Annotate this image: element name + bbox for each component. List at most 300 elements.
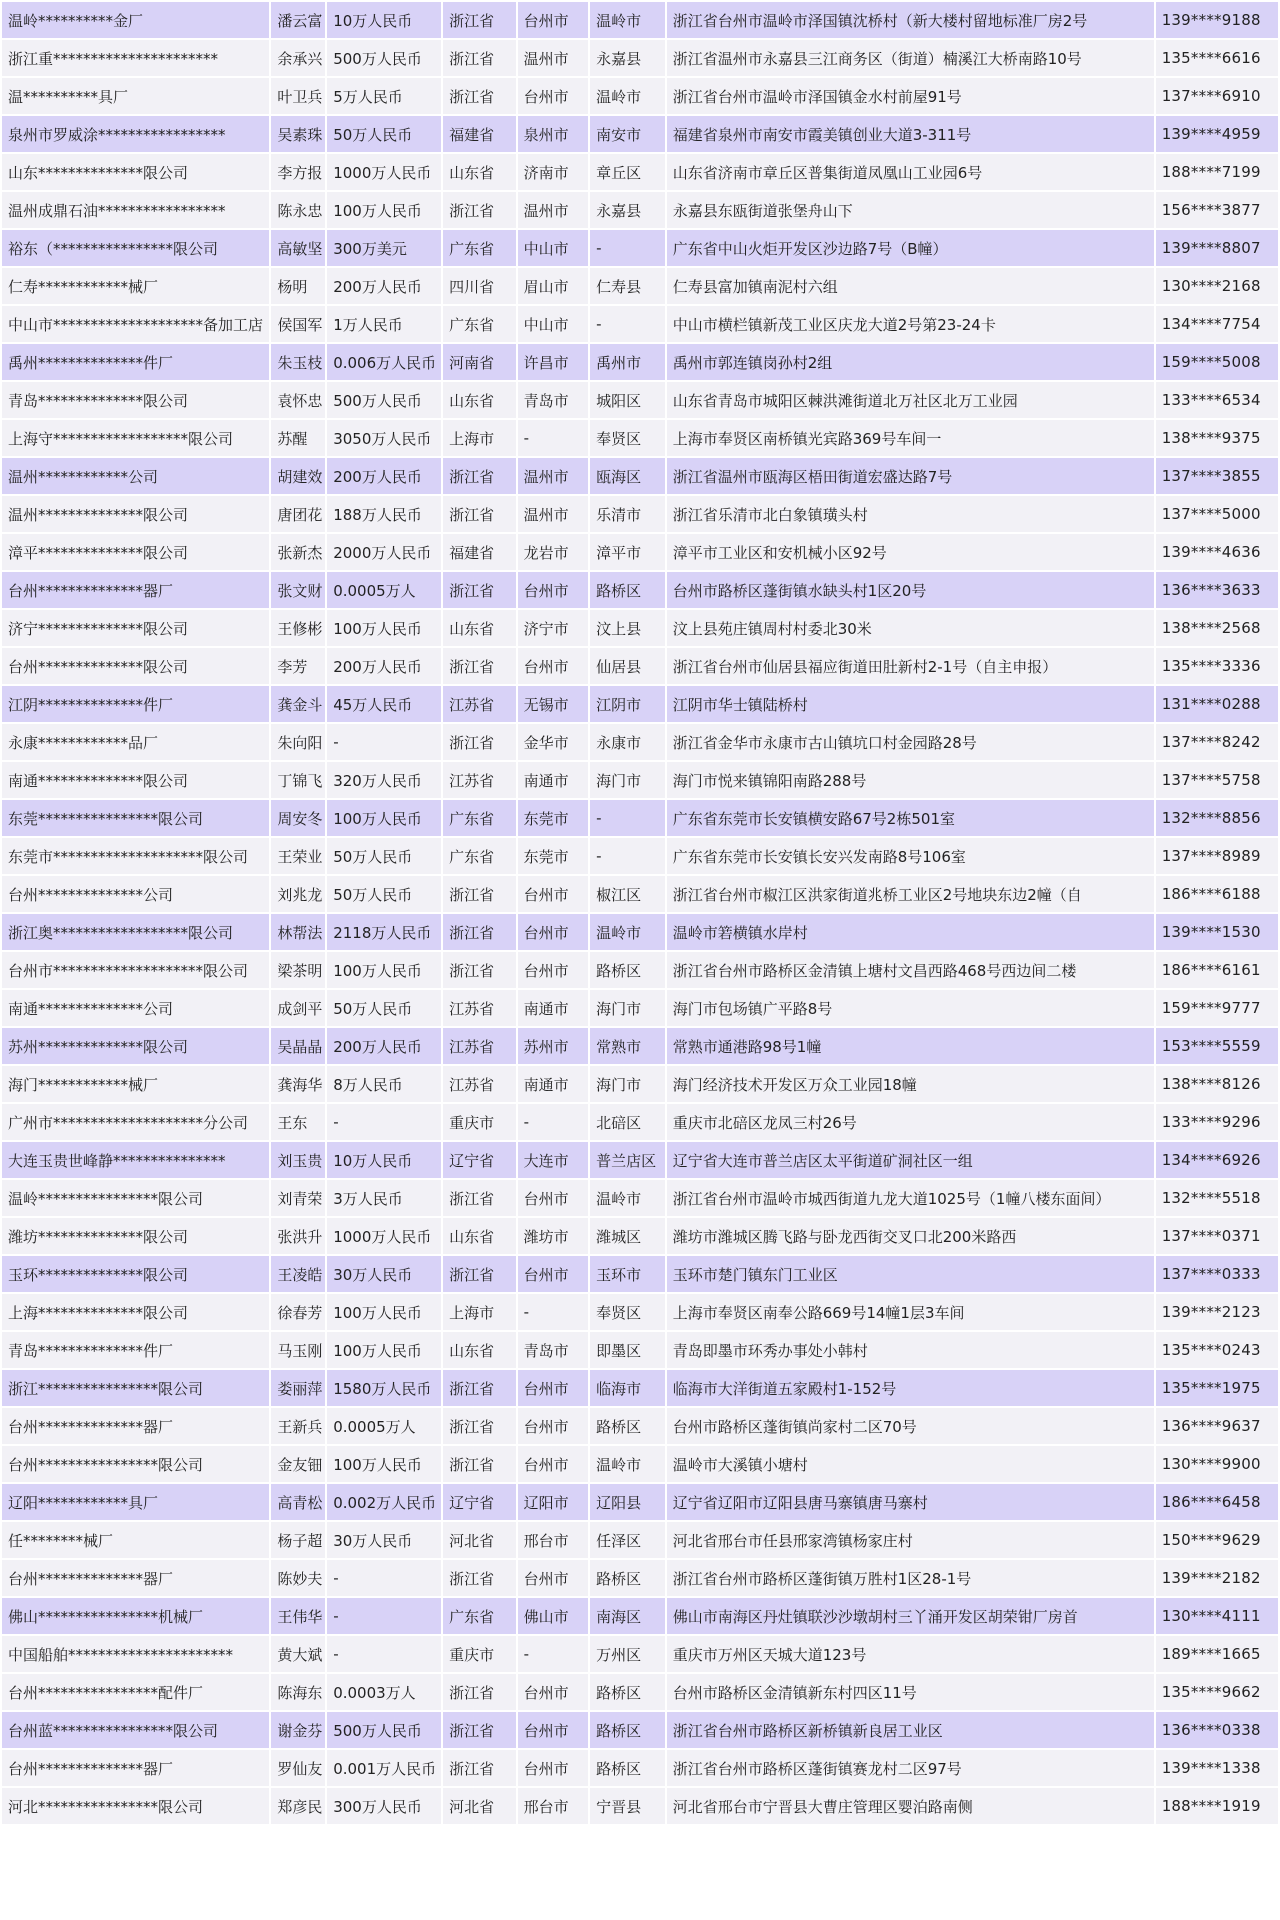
company-name-cell: 任********械厂 <box>2 1522 269 1558</box>
table-row <box>2 192 1278 228</box>
phone-cell: 139****9188 <box>1156 2 1278 38</box>
company-name-cell: 漳平**************限公司 <box>2 534 269 570</box>
company-name-cell: 东莞市********************限公司 <box>2 838 269 874</box>
legal-person-cell: 袁怀忠 <box>271 382 325 418</box>
address-cell: 青岛即墨市环秀办事处小韩村 <box>667 1332 1154 1368</box>
address-cell: 浙江省台州市温岭市城西街道九龙大道1025号（1幢八楼东面间） <box>667 1180 1154 1216</box>
table-row <box>2 1218 1278 1254</box>
legal-person-cell: 谢金芬 <box>271 1712 325 1748</box>
table-row <box>2 40 1278 76</box>
district-cell: 路桥区 <box>590 1712 665 1748</box>
company-name-cell: 佛山****************机械厂 <box>2 1598 269 1634</box>
phone-cell: 139****1338 <box>1156 1750 1278 1786</box>
legal-person-cell: 周安冬 <box>271 800 325 836</box>
legal-person-cell: 唐团花 <box>271 496 325 532</box>
legal-person-cell: 王东 <box>271 1104 325 1140</box>
province-cell: 山东省 <box>443 154 516 190</box>
city-cell: 潍坊市 <box>518 1218 588 1254</box>
address-cell: 温岭市大溪镇小塘村 <box>667 1446 1154 1482</box>
registered-capital-cell: 320万人民币 <box>327 762 441 798</box>
table-row <box>2 1484 1278 1520</box>
phone-cell: 133****6534 <box>1156 382 1278 418</box>
registered-capital-cell: 0.002万人民币 <box>327 1484 441 1520</box>
phone-cell: 137****5000 <box>1156 496 1278 532</box>
address-cell: 海门市包场镇广平路8号 <box>667 990 1154 1026</box>
district-cell: 江阴市 <box>590 686 665 722</box>
district-cell: 南海区 <box>590 1598 665 1634</box>
city-cell: 泉州市 <box>518 116 588 152</box>
province-cell: 浙江省 <box>443 1180 516 1216</box>
legal-person-cell: 朱玉枝 <box>271 344 325 380</box>
district-cell: 路桥区 <box>590 1408 665 1444</box>
district-cell: 禹州市 <box>590 344 665 380</box>
province-cell: 浙江省 <box>443 2 516 38</box>
company-name-cell: 河北****************限公司 <box>2 1788 269 1824</box>
company-name-cell: 东莞****************限公司 <box>2 800 269 836</box>
table-row <box>2 154 1278 190</box>
company-name-cell: 南通**************限公司 <box>2 762 269 798</box>
legal-person-cell: 郑彦民 <box>271 1788 325 1824</box>
district-cell: 辽阳县 <box>590 1484 665 1520</box>
table-row <box>2 1370 1278 1406</box>
table-row <box>2 1142 1278 1178</box>
district-cell: 任泽区 <box>590 1522 665 1558</box>
registered-capital-cell: 3万人民币 <box>327 1180 441 1216</box>
district-cell: 漳平市 <box>590 534 665 570</box>
district-cell: 温岭市 <box>590 1180 665 1216</box>
province-cell: 山东省 <box>443 610 516 646</box>
phone-cell: 138****9375 <box>1156 420 1278 456</box>
legal-person-cell: 龚海华 <box>271 1066 325 1102</box>
city-cell: 金华市 <box>518 724 588 760</box>
phone-cell: 159****5008 <box>1156 344 1278 380</box>
registered-capital-cell: 10万人民币 <box>327 1142 441 1178</box>
province-cell: 河南省 <box>443 344 516 380</box>
table-row <box>2 1598 1278 1634</box>
address-cell: 浙江省台州市路桥区蓬街镇万胜村1区28-1号 <box>667 1560 1154 1596</box>
address-cell: 江阴市华士镇陆桥村 <box>667 686 1154 722</box>
city-cell: 温州市 <box>518 40 588 76</box>
province-cell: 重庆市 <box>443 1104 516 1140</box>
company-name-cell: 温州************公司 <box>2 458 269 494</box>
province-cell: 浙江省 <box>443 1560 516 1596</box>
city-cell: 青岛市 <box>518 1332 588 1368</box>
district-cell: 海门市 <box>590 990 665 1026</box>
phone-cell: 138****8126 <box>1156 1066 1278 1102</box>
address-cell: 玉环市楚门镇东门工业区 <box>667 1256 1154 1292</box>
table-row <box>2 724 1278 760</box>
address-cell: 浙江省台州市路桥区蓬街镇赛龙村二区97号 <box>667 1750 1154 1786</box>
registered-capital-cell: 1万人民币 <box>327 306 441 342</box>
address-cell: 潍坊市潍城区腾飞路与卧龙西街交叉口北200米路西 <box>667 1218 1154 1254</box>
city-cell: 辽阳市 <box>518 1484 588 1520</box>
district-cell: 海门市 <box>590 762 665 798</box>
table-row <box>2 914 1278 950</box>
registered-capital-cell: 30万人民币 <box>327 1522 441 1558</box>
company-name-cell: 浙江奥******************限公司 <box>2 914 269 950</box>
address-cell: 上海市奉贤区南桥镇光宾路369号车间一 <box>667 420 1154 456</box>
city-cell: 台州市 <box>518 952 588 988</box>
district-cell: 乐清市 <box>590 496 665 532</box>
province-cell: 江苏省 <box>443 1066 516 1102</box>
address-cell: 海门市悦来镇锦阳南路288号 <box>667 762 1154 798</box>
district-cell: 临海市 <box>590 1370 665 1406</box>
registered-capital-cell: 188万人民币 <box>327 496 441 532</box>
table-row <box>2 572 1278 608</box>
phone-cell: 189****1665 <box>1156 1636 1278 1672</box>
address-cell: 山东省青岛市城阳区棘洪滩街道北万社区北万工业园 <box>667 382 1154 418</box>
phone-cell: 139****4959 <box>1156 116 1278 152</box>
address-cell: 上海市奉贤区南奉公路669号14幢1层3车间 <box>667 1294 1154 1330</box>
company-name-cell: 上海守******************限公司 <box>2 420 269 456</box>
city-cell: 台州市 <box>518 1674 588 1710</box>
city-cell: 台州市 <box>518 1750 588 1786</box>
address-cell: 河北省邢台市宁晋县大曹庄管理区婴泊路南侧 <box>667 1788 1154 1824</box>
city-cell: - <box>518 1294 588 1330</box>
legal-person-cell: 刘兆龙 <box>271 876 325 912</box>
registered-capital-cell: - <box>327 1104 441 1140</box>
legal-person-cell: 成剑平 <box>271 990 325 1026</box>
phone-cell: 137****5758 <box>1156 762 1278 798</box>
address-cell: 河北省邢台市任县邢家湾镇杨家庄村 <box>667 1522 1154 1558</box>
table-row <box>2 1332 1278 1368</box>
province-cell: 浙江省 <box>443 572 516 608</box>
city-cell: 大连市 <box>518 1142 588 1178</box>
province-cell: 浙江省 <box>443 192 516 228</box>
province-cell: 浙江省 <box>443 1408 516 1444</box>
table-row <box>2 344 1278 380</box>
city-cell: 中山市 <box>518 306 588 342</box>
phone-cell: 135****3336 <box>1156 648 1278 684</box>
registered-capital-cell: 0.006万人民币 <box>327 344 441 380</box>
registered-capital-cell: 45万人民币 <box>327 686 441 722</box>
province-cell: 山东省 <box>443 1332 516 1368</box>
city-cell: 台州市 <box>518 1180 588 1216</box>
province-cell: 上海市 <box>443 1294 516 1330</box>
registered-capital-cell: 100万人民币 <box>327 1446 441 1482</box>
company-name-cell: 青岛**************限公司 <box>2 382 269 418</box>
company-name-cell: 中山市********************备加工店 <box>2 306 269 342</box>
district-cell: 奉贤区 <box>590 420 665 456</box>
address-cell: 广东省东莞市长安镇横安路67号2栋501室 <box>667 800 1154 836</box>
table-row <box>2 1712 1278 1748</box>
phone-cell: 139****2123 <box>1156 1294 1278 1330</box>
phone-cell: 139****1530 <box>1156 914 1278 950</box>
address-cell: 山东省济南市章丘区普集街道凤凰山工业园6号 <box>667 154 1154 190</box>
city-cell: 邢台市 <box>518 1788 588 1824</box>
province-cell: 福建省 <box>443 534 516 570</box>
city-cell: 台州市 <box>518 1712 588 1748</box>
legal-person-cell: 梁茶明 <box>271 952 325 988</box>
city-cell: 温州市 <box>518 458 588 494</box>
address-cell: 浙江省台州市椒江区洪家街道兆桥工业区2号地块东边2幢（自 <box>667 876 1154 912</box>
table-row <box>2 1294 1278 1330</box>
legal-person-cell: 娄丽萍 <box>271 1370 325 1406</box>
registered-capital-cell: 100万人民币 <box>327 192 441 228</box>
company-name-cell: 台州**************器厂 <box>2 1750 269 1786</box>
phone-cell: 139****2182 <box>1156 1560 1278 1596</box>
province-cell: 广东省 <box>443 800 516 836</box>
district-cell: 即墨区 <box>590 1332 665 1368</box>
city-cell: - <box>518 1636 588 1672</box>
district-cell: 椒江区 <box>590 876 665 912</box>
legal-person-cell: 杨子超 <box>271 1522 325 1558</box>
city-cell: 台州市 <box>518 1560 588 1596</box>
province-cell: 福建省 <box>443 116 516 152</box>
city-cell: 龙岩市 <box>518 534 588 570</box>
company-name-cell: 中国船舶********************** <box>2 1636 269 1672</box>
address-cell: 浙江省台州市温岭市泽国镇沈桥村（新大楼村留地标准厂房2号 <box>667 2 1154 38</box>
phone-cell: 132****5518 <box>1156 1180 1278 1216</box>
company-name-cell: 台州**************器厂 <box>2 572 269 608</box>
province-cell: 浙江省 <box>443 1674 516 1710</box>
province-cell: 浙江省 <box>443 458 516 494</box>
province-cell: 上海市 <box>443 420 516 456</box>
table-row <box>2 952 1278 988</box>
province-cell: 江苏省 <box>443 990 516 1026</box>
city-cell: 中山市 <box>518 230 588 266</box>
registered-capital-cell: 100万人民币 <box>327 1332 441 1368</box>
company-name-cell: 青岛**************件厂 <box>2 1332 269 1368</box>
city-cell: 温州市 <box>518 496 588 532</box>
district-cell: 路桥区 <box>590 952 665 988</box>
registered-capital-cell: 100万人民币 <box>327 800 441 836</box>
registered-capital-cell: 200万人民币 <box>327 268 441 304</box>
legal-person-cell: 张新杰 <box>271 534 325 570</box>
city-cell: 台州市 <box>518 648 588 684</box>
legal-person-cell: 王新兵 <box>271 1408 325 1444</box>
city-cell: 台州市 <box>518 914 588 950</box>
phone-cell: 139****4636 <box>1156 534 1278 570</box>
province-cell: 浙江省 <box>443 1712 516 1748</box>
city-cell: 济南市 <box>518 154 588 190</box>
registered-capital-cell: 50万人民币 <box>327 876 441 912</box>
company-name-cell: 禹州**************件厂 <box>2 344 269 380</box>
address-cell: 辽宁省辽阳市辽阳县唐马寨镇唐马寨村 <box>667 1484 1154 1520</box>
legal-person-cell: 陈海东 <box>271 1674 325 1710</box>
registered-capital-cell: 200万人民币 <box>327 648 441 684</box>
address-cell: 温岭市箬横镇水岸村 <box>667 914 1154 950</box>
table-row <box>2 2 1278 38</box>
city-cell: 苏州市 <box>518 1028 588 1064</box>
company-name-cell: 玉环**************限公司 <box>2 1256 269 1292</box>
address-cell: 重庆市北碚区龙凤三村26号 <box>667 1104 1154 1140</box>
legal-person-cell: 潘云富 <box>271 2 325 38</box>
province-cell: 浙江省 <box>443 952 516 988</box>
district-cell: - <box>590 838 665 874</box>
company-name-cell: 台州市********************限公司 <box>2 952 269 988</box>
province-cell: 浙江省 <box>443 724 516 760</box>
table-row <box>2 686 1278 722</box>
legal-person-cell: 徐春芳 <box>271 1294 325 1330</box>
company-name-cell: 上海**************限公司 <box>2 1294 269 1330</box>
province-cell: 重庆市 <box>443 1636 516 1672</box>
city-cell: 南通市 <box>518 990 588 1026</box>
table-row <box>2 496 1278 532</box>
table-row <box>2 838 1278 874</box>
province-cell: 浙江省 <box>443 876 516 912</box>
address-cell: 永嘉县东瓯街道张堡舟山下 <box>667 192 1154 228</box>
legal-person-cell: 陈妙夫 <box>271 1560 325 1596</box>
address-cell: 浙江省温州市永嘉县三江商务区（街道）楠溪江大桥南路10号 <box>667 40 1154 76</box>
table-row <box>2 1636 1278 1672</box>
table-row <box>2 230 1278 266</box>
address-cell: 浙江省台州市仙居县福应街道田肚新村2-1号（自主申报） <box>667 648 1154 684</box>
province-cell: 广东省 <box>443 838 516 874</box>
legal-person-cell: 王伟华 <box>271 1598 325 1634</box>
table-row <box>2 1674 1278 1710</box>
table-row <box>2 1028 1278 1064</box>
legal-person-cell: 高青松 <box>271 1484 325 1520</box>
phone-cell: 136****0338 <box>1156 1712 1278 1748</box>
phone-cell: 135****6616 <box>1156 40 1278 76</box>
company-name-cell: 台州**************器厂 <box>2 1560 269 1596</box>
registered-capital-cell: 50万人民币 <box>327 116 441 152</box>
district-cell: 永嘉县 <box>590 192 665 228</box>
legal-person-cell: 侯国军 <box>271 306 325 342</box>
table-row <box>2 990 1278 1026</box>
legal-person-cell: 黄大斌 <box>271 1636 325 1672</box>
company-name-cell: 济宁**************限公司 <box>2 610 269 646</box>
district-cell: 万州区 <box>590 1636 665 1672</box>
registered-capital-cell: 0.001万人民币 <box>327 1750 441 1786</box>
province-cell: 浙江省 <box>443 1256 516 1292</box>
company-name-cell: 大连玉贵世峰静*************** <box>2 1142 269 1178</box>
registered-capital-cell: - <box>327 1560 441 1596</box>
registered-capital-cell: 300万人民币 <box>327 1788 441 1824</box>
table-row <box>2 1750 1278 1786</box>
phone-cell: 153****5559 <box>1156 1028 1278 1064</box>
registered-capital-cell: 500万人民币 <box>327 382 441 418</box>
phone-cell: 130****9900 <box>1156 1446 1278 1482</box>
registered-capital-cell: 100万人民币 <box>327 610 441 646</box>
phone-cell: 134****7754 <box>1156 306 1278 342</box>
address-cell: 浙江省金华市永康市古山镇坑口村金园路28号 <box>667 724 1154 760</box>
phone-cell: 132****8856 <box>1156 800 1278 836</box>
registered-capital-cell: 50万人民币 <box>327 838 441 874</box>
registered-capital-cell: 10万人民币 <box>327 2 441 38</box>
district-cell: 潍城区 <box>590 1218 665 1254</box>
phone-cell: 137****0333 <box>1156 1256 1278 1292</box>
phone-cell: 137****3855 <box>1156 458 1278 494</box>
district-cell: - <box>590 306 665 342</box>
company-name-cell: 广州市********************分公司 <box>2 1104 269 1140</box>
province-cell: 浙江省 <box>443 40 516 76</box>
legal-person-cell: 王荣业 <box>271 838 325 874</box>
address-cell: 台州市路桥区金清镇新东村四区11号 <box>667 1674 1154 1710</box>
address-cell: 广东省东莞市长安镇长安兴发南路8号106室 <box>667 838 1154 874</box>
phone-cell: 188****7199 <box>1156 154 1278 190</box>
city-cell: 青岛市 <box>518 382 588 418</box>
registered-capital-cell: 300万美元 <box>327 230 441 266</box>
legal-person-cell: 苏醒 <box>271 420 325 456</box>
company-name-cell: 台州****************限公司 <box>2 1446 269 1482</box>
legal-person-cell: 陈永忠 <box>271 192 325 228</box>
city-cell: 眉山市 <box>518 268 588 304</box>
registered-capital-cell: 3050万人民币 <box>327 420 441 456</box>
company-name-cell: 裕东（****************限公司 <box>2 230 269 266</box>
phone-cell: 186****6458 <box>1156 1484 1278 1520</box>
district-cell: 路桥区 <box>590 1674 665 1710</box>
district-cell: 普兰店区 <box>590 1142 665 1178</box>
registered-capital-cell: - <box>327 724 441 760</box>
table-row <box>2 1256 1278 1292</box>
city-cell: 济宁市 <box>518 610 588 646</box>
district-cell: 仙居县 <box>590 648 665 684</box>
table-row <box>2 762 1278 798</box>
table-row <box>2 1446 1278 1482</box>
district-cell: - <box>590 230 665 266</box>
district-cell: 路桥区 <box>590 1750 665 1786</box>
legal-person-cell: 张洪升 <box>271 1218 325 1254</box>
table-row <box>2 800 1278 836</box>
company-name-cell: 山东**************限公司 <box>2 154 269 190</box>
table-row <box>2 610 1278 646</box>
address-cell: 常熟市通港路98号1幢 <box>667 1028 1154 1064</box>
phone-cell: 186****6161 <box>1156 952 1278 988</box>
table-row <box>2 1788 1278 1824</box>
district-cell: 路桥区 <box>590 572 665 608</box>
table-row <box>2 1408 1278 1444</box>
city-cell: 台州市 <box>518 876 588 912</box>
company-name-cell: 浙江****************限公司 <box>2 1370 269 1406</box>
province-cell: 辽宁省 <box>443 1142 516 1178</box>
phone-cell: 137****0371 <box>1156 1218 1278 1254</box>
legal-person-cell: 龚金斗 <box>271 686 325 722</box>
company-name-cell: 南通**************公司 <box>2 990 269 1026</box>
province-cell: 山东省 <box>443 382 516 418</box>
phone-cell: 134****6926 <box>1156 1142 1278 1178</box>
table-row <box>2 876 1278 912</box>
address-cell: 辽宁省大连市普兰店区太平街道矿洞社区一组 <box>667 1142 1154 1178</box>
phone-cell: 159****9777 <box>1156 990 1278 1026</box>
province-cell: 江苏省 <box>443 1028 516 1064</box>
phone-cell: 150****9629 <box>1156 1522 1278 1558</box>
phone-cell: 136****3633 <box>1156 572 1278 608</box>
province-cell: 浙江省 <box>443 648 516 684</box>
table-row <box>2 1066 1278 1102</box>
city-cell: 温州市 <box>518 192 588 228</box>
legal-person-cell: 吴晶晶 <box>271 1028 325 1064</box>
registered-capital-cell: 0.0003万人 <box>327 1674 441 1710</box>
legal-person-cell: 李方报 <box>271 154 325 190</box>
registered-capital-cell: 0.0005万人 <box>327 1408 441 1444</box>
address-cell: 浙江省台州市温岭市泽国镇金水村前屋91号 <box>667 78 1154 114</box>
legal-person-cell: 罗仙友 <box>271 1750 325 1786</box>
address-cell: 浙江省乐清市北白象镇璜头村 <box>667 496 1154 532</box>
phone-cell: 131****0288 <box>1156 686 1278 722</box>
address-cell: 禹州市郭连镇岗孙村2组 <box>667 344 1154 380</box>
company-name-cell: 辽阳************具厂 <box>2 1484 269 1520</box>
district-cell: 温岭市 <box>590 914 665 950</box>
city-cell: 台州市 <box>518 572 588 608</box>
phone-cell: 139****8807 <box>1156 230 1278 266</box>
company-name-cell: 温州成鼎石油***************** <box>2 192 269 228</box>
table-row <box>2 116 1278 152</box>
registered-capital-cell: - <box>327 1598 441 1634</box>
registered-capital-cell: 500万人民币 <box>327 40 441 76</box>
city-cell: 台州市 <box>518 1446 588 1482</box>
phone-cell: 137****8242 <box>1156 724 1278 760</box>
phone-cell: 138****2568 <box>1156 610 1278 646</box>
district-cell: 温岭市 <box>590 78 665 114</box>
company-name-cell: 温**********具厂 <box>2 78 269 114</box>
city-cell: 南通市 <box>518 762 588 798</box>
table-row <box>2 268 1278 304</box>
city-cell: 佛山市 <box>518 1598 588 1634</box>
registered-capital-cell: 5万人民币 <box>327 78 441 114</box>
legal-person-cell: 杨明 <box>271 268 325 304</box>
